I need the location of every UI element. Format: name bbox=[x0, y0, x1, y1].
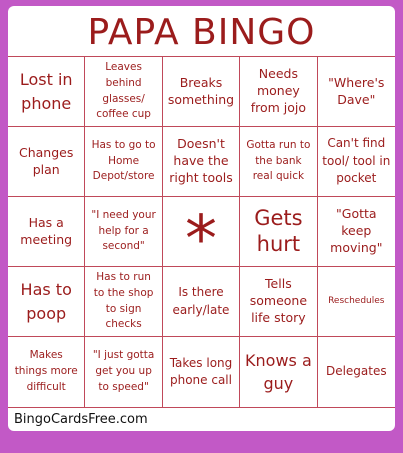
bingo-cell[interactable]: Has to run to the shop to sign checks bbox=[85, 267, 162, 337]
bingo-cell[interactable]: Takes long phone call bbox=[163, 337, 240, 407]
bingo-cell[interactable]: Is there early/late bbox=[163, 267, 240, 337]
bingo-cell[interactable]: Gotta run to the bank real quick bbox=[240, 127, 317, 197]
bingo-cell[interactable]: Gets hurt bbox=[240, 197, 317, 267]
bingo-cell[interactable]: Delegates bbox=[325, 364, 387, 379]
site-footer: BingoCardsFree.com bbox=[14, 412, 148, 427]
bingo-cell[interactable]: Changes plan bbox=[8, 127, 85, 197]
bingo-grid bbox=[8, 56, 395, 408]
bingo-cell[interactable]: Knows a guy bbox=[240, 337, 317, 407]
bingo-cell[interactable]: Breaks something bbox=[163, 57, 240, 127]
bingo-cell[interactable]: Has a meeting bbox=[8, 197, 85, 267]
bingo-card bbox=[8, 6, 395, 431]
bingo-cell[interactable]: Needs money from jojo bbox=[240, 57, 317, 127]
bingo-cell[interactable]: Reschedules bbox=[318, 267, 395, 337]
bingo-cell[interactable]: "Where's Dave" bbox=[318, 57, 395, 127]
bingo-cell[interactable]: Can't find tool/ tool in pocket bbox=[318, 127, 395, 197]
bingo-cell[interactable]: Lost in phone bbox=[8, 57, 85, 127]
bingo-cell[interactable]: "I just gotta get you up to speed" bbox=[85, 337, 162, 407]
bingo-cell[interactable]: Tells someone life story bbox=[240, 267, 317, 337]
bingo-cell[interactable]: Has to go to Home Depot/store bbox=[85, 127, 162, 197]
bingo-cell[interactable]: Doesn't have the right tools bbox=[163, 127, 240, 197]
bingo-cell[interactable]: "Gotta keep moving" bbox=[318, 197, 395, 267]
bingo-cell[interactable]: "I need your help for a second" bbox=[85, 197, 162, 267]
free-space-star[interactable]: * bbox=[163, 197, 240, 267]
bingo-cell[interactable]: Leaves behind glasses/ coffee cup bbox=[85, 57, 162, 127]
bingo-cell[interactable]: Has to poop bbox=[8, 267, 85, 337]
card-title: PAPA BINGO bbox=[87, 12, 316, 53]
bingo-cell[interactable]: Makes things more difficult bbox=[8, 337, 85, 407]
